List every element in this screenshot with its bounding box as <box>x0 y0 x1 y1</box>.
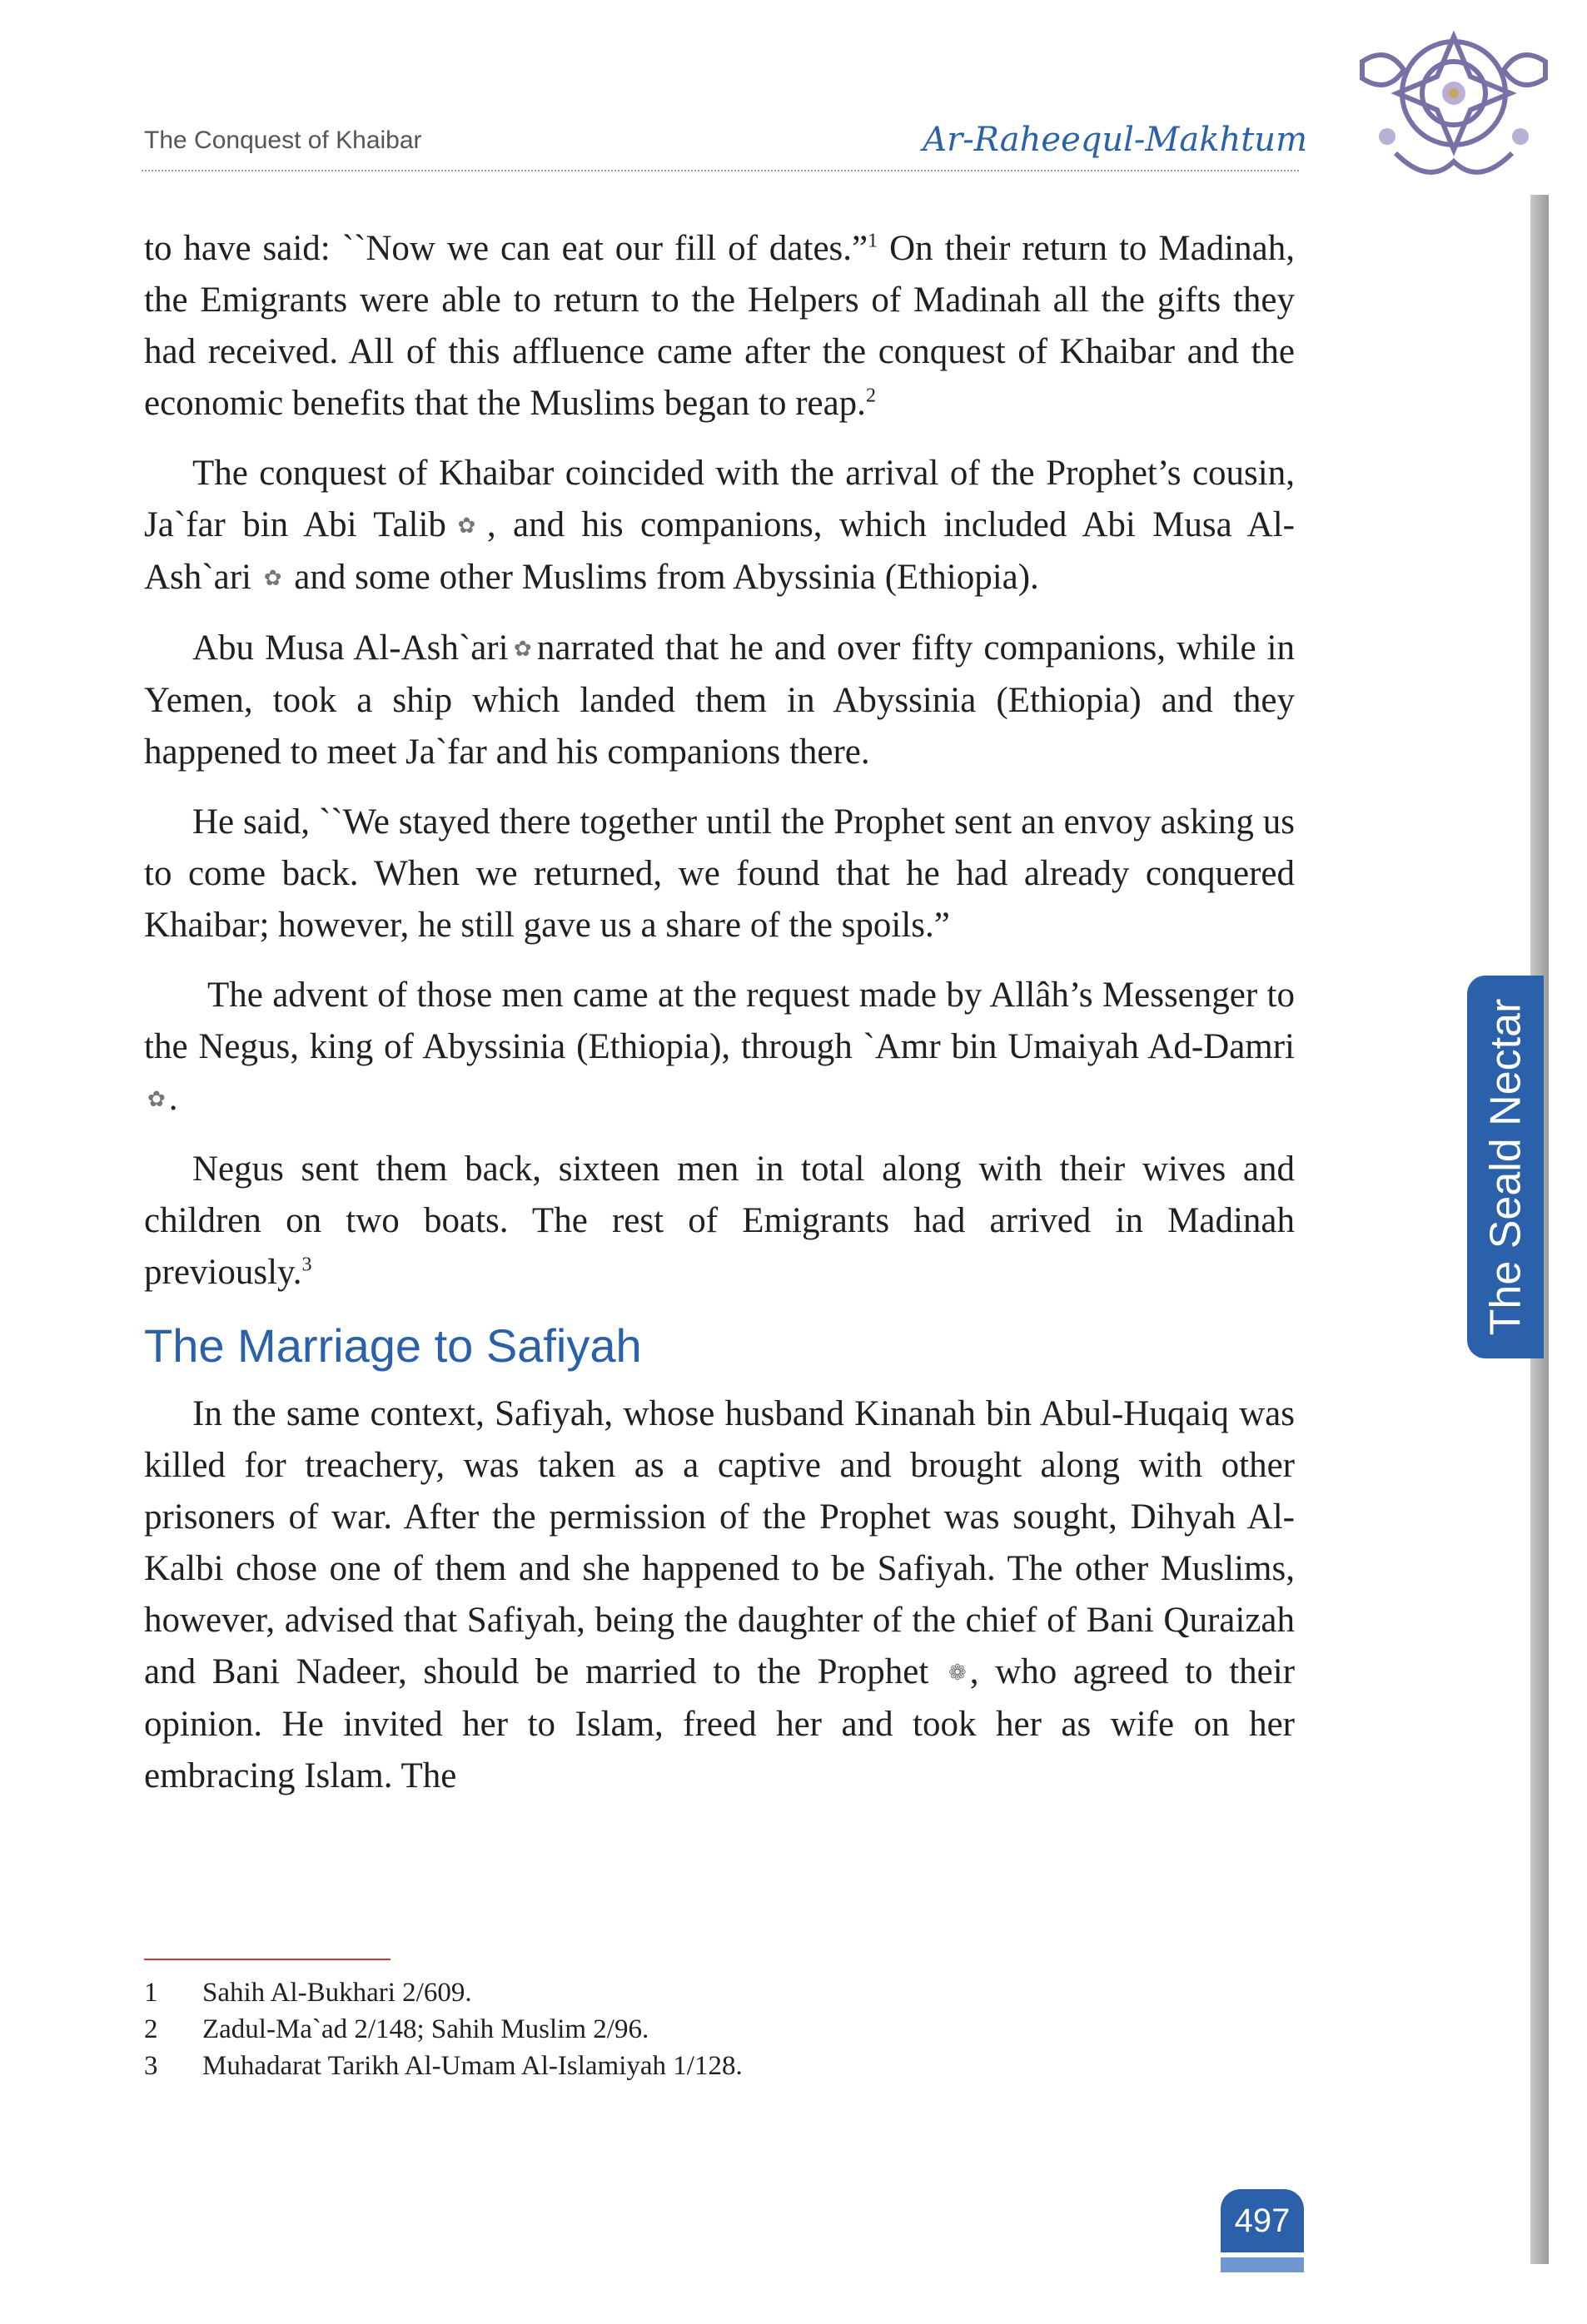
honorific-icon: ✿ <box>449 514 484 538</box>
paragraph-1: to have said: ``Now we can eat our fill of dates.”$^1$ On their return to Madinah, the Emigrants were able to return to the Helpers of Madinah all the gifts they had received. All of this affluence came after the conquest of Khaibar and the economic benefits that the Muslims began to reap.$^2$ <box>144 229 1295 423</box>
footnote-ref-3[interactable]: 3 <box>301 1254 312 1276</box>
side-tab-label: The Seald Nectar <box>1481 998 1530 1336</box>
honorific-icon: ✿ <box>263 566 282 590</box>
paragraph-2: The conquest of Khaibar coincided with the arrival of the Prophet’s cousin, Ja`far bin Abi Talib ✿, and his companions, which included Abi Musa Al-Ash`ari ✿ and some other Muslims from Abyssinia (Ethiopia). <box>144 454 1296 597</box>
footnote-2: 2 Zadul-Ma`ad 2/148; Sahih Muslim 2/96. <box>144 2014 649 2044</box>
body-text <box>144 223 1295 1820</box>
footnote-ref-1[interactable]: 1 <box>868 230 878 252</box>
footnote-ref-2[interactable]: 2 <box>865 385 876 407</box>
paragraph-6: Negus sent them back, sixteen men in total along with their wives and children on two boats. The rest of Emigrants had arrived in Madinah previously.$^3$ <box>144 1150 1295 1292</box>
honorific-icon: ✿ <box>511 637 534 661</box>
paragraph-7: In the same context, Safiyah, whose husband Kinanah bin Abul-Huqaiq was killed for treachery, was taken as a captive and brought along with other prisoners of war. After the permission of the Prophet was sought, Dihyah Al-Kalbi chose one of them and she happened to be Safiyah. The other Muslims, however, advised that Safiyah, being the daughter of the chief of Bani Quraizah and Bani Nadeer, should be married to the Prophet ❁, who agreed to their opinion. He invited her to Islam, freed her and took her as wife on her embracing Islam. The <box>144 1394 1296 1795</box>
footnote-3: 3 Muhadarat Tarikh Al-Umam Al-Islamiyah 1/128. <box>144 2051 743 2081</box>
salutation-icon: ❁ <box>948 1661 967 1685</box>
header-rule <box>142 170 1299 171</box>
paragraph-4: He said, ``We stayed there together until the Prophet sent an envoy asking us to come back. When we returned, we found that he had already conquered Khaibar; however, he still gave us a share of the spoils.” <box>144 802 1295 945</box>
arabesque-ornament-icon <box>1337 28 1554 195</box>
paragraph-5: The advent of those men came at the request made by Allâh’s Messenger to the Negus, king of Abyssinia (Ethiopia), through `Amr bin Umaiyah Ad-Damri ✿. <box>144 976 1295 1118</box>
paragraph-3: Abu Musa Al-Ash`ari ✿narrated that he and over fifty companions, while in Yemen, took a ship which landed them in Abyssinia (Ethiopia) and they happened to meet Ja`far and his companions there. <box>144 628 1295 772</box>
page-number: 497 <box>1234 2202 1291 2239</box>
honorific-icon: ✿ <box>147 1087 166 1111</box>
page-number-box <box>1221 2189 1304 2252</box>
footnotes <box>144 1974 1226 2084</box>
running-head: The Conquest of Khaibar <box>144 127 422 154</box>
section-heading: The Marriage to Safiyah <box>144 1319 642 1372</box>
footnote-rule <box>144 1959 391 1960</box>
page-number-strip <box>1221 2257 1304 2272</box>
side-tab <box>1467 976 1544 1358</box>
footnote-1: 1 Sahih Al-Bukhari 2/609. <box>144 1978 472 2008</box>
book-title: Ar-Raheequl-Makhtum <box>923 121 1307 159</box>
